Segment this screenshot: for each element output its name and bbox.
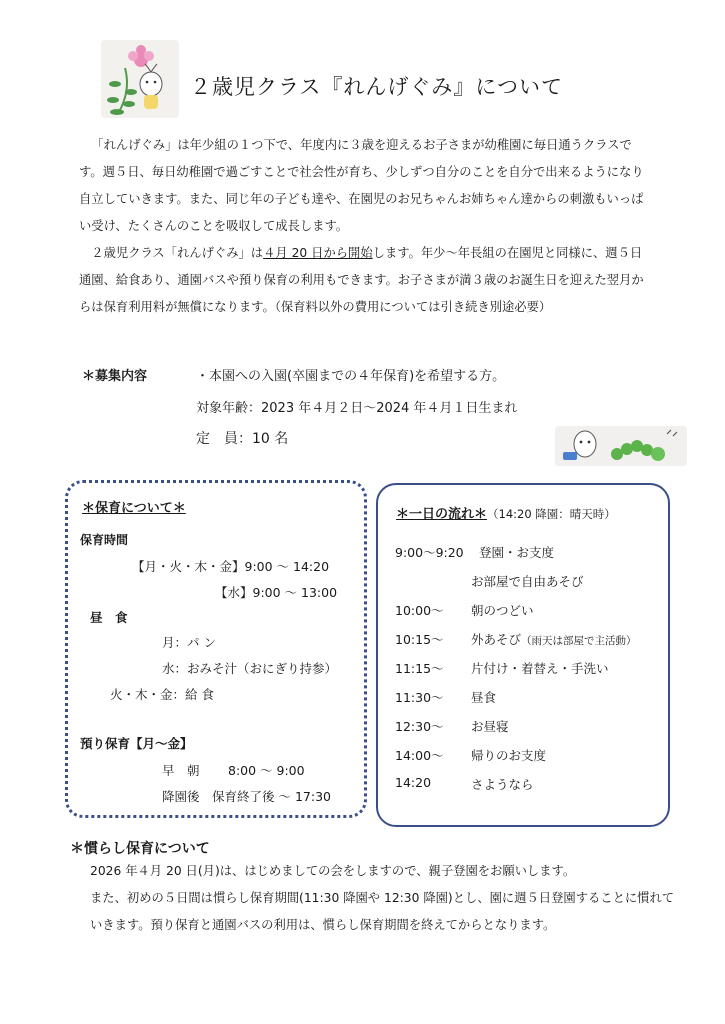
hours-wed: 【水】9:00 ～ 13:00 [215, 585, 338, 600]
recruitment-label: ＊募集内容 [82, 369, 148, 384]
extended-morning-label: 早 朝 [162, 763, 200, 778]
schedule-time: 14:20 [395, 775, 432, 790]
acclimation-heading: ＊慣らし保育について [70, 841, 210, 857]
schedule-time: 10:15～ [395, 632, 444, 647]
schedule-subtitle: （14:20 降園：晴天時） [487, 507, 616, 521]
schedule-header [396, 503, 616, 522]
acclimation-body [90, 858, 680, 939]
lunch-tue-thu-fri: 火・木・金：給 食 [110, 687, 214, 702]
caterpillar-character-icon [555, 422, 687, 468]
schedule-time: 11:15～ [395, 661, 444, 676]
schedule-activity: さようなら [471, 777, 534, 792]
daily-schedule-box [376, 483, 670, 827]
hours-label: 保育時間 [80, 533, 129, 547]
start-date-underlined: ４月 20 日から開始 [263, 246, 373, 260]
extended-care-label: 預り保育【月～金】 [80, 736, 193, 751]
schedule-time: 14:00～ [395, 748, 444, 763]
recruitment-capacity: 定 員：10 名 [196, 431, 289, 447]
page-title: ２歳児クラス『れんげぐみ』について [190, 75, 563, 99]
intro-paragraph-1: 「れんげぐみ」は年少組の１つ下で、年度内に３歳を迎えるお子さまが幼稚園に毎日通うクラスです。週５日、毎日幼稚園で過ごすことで社会性が育ち、少しずつ自分のことを自分で出来るようになり自立していきます。また、同じ年の子ども達や、在園児のお兄ちゃんお姉ちゃん達からの刺激もいっぱい受け、たくさんのことを吸収して成長します。 [79, 138, 644, 233]
recruitment-age-range: 対象年齢：2023 年４月２日～2024 年４月１日生まれ [196, 401, 518, 416]
schedule-activity: お昼寝 [471, 719, 509, 734]
recruitment-eligibility: ・本園への入園(卒園までの４年保育)を希望する方。 [196, 369, 506, 384]
extended-after-label: 降園後 [162, 789, 200, 804]
childcare-info-box [65, 480, 367, 818]
schedule-activity: 片付け・着替え・手洗い [471, 661, 609, 676]
acclimation-paragraph-2: また、初めの５日間は慣らし保育期間(11:30 降園や 12:30 降園)とし、園に週５日登園することに慣れていきます。預り保育と通園バスの利用は、慣らし保育期間を終えてからとなります。 [90, 891, 675, 932]
hours-mon-tue-thu-fri: 【月・火・木・金】9:00 ～ 14:20 [132, 559, 330, 574]
acclimation-paragraph-1: 2026 年４月 20 日(月)は、はじめましての会をしますので、親子登園をお願いします。 [90, 864, 576, 878]
schedule-activity: 登園・お支度 [479, 545, 555, 560]
schedule-activity: 外あそび（雨天は部屋で主活動） [471, 632, 637, 647]
lunch-wednesday: 水：おみそ汁（おにぎり持参） [162, 661, 338, 676]
schedule-time: 10:00～ [395, 603, 444, 618]
schedule-activity: 帰りのお支度 [471, 748, 547, 763]
schedule-activity: お部屋で自由あそび [471, 574, 584, 589]
schedule-time: 12:30～ [395, 719, 444, 734]
extended-after-time: 保育終了後 ～ 17:30 [212, 789, 331, 804]
schedule-title: ＊一日の流れ＊ [396, 507, 488, 522]
lotus-flower-character-icon [101, 40, 179, 118]
lunch-monday: 月：パ ン [162, 635, 216, 650]
intro-paragraph-2: ２歳児クラス「れんげぐみ」は４月 20 日から開始します。年少～年長組の在園児と同様に、週５日通園、給食あり、通園バスや預り保育の利用もできます。お子さまが満３歳のお誕生日を迎えた翌月からは保育利用料が無償になります。（保育料以外の費用については引き続き別途必要） [79, 246, 644, 314]
schedule-time: 11:30～ [395, 690, 444, 705]
lunch-label: 昼 食 [90, 610, 128, 625]
schedule-activity: 昼食 [471, 690, 497, 705]
intro-section [79, 132, 651, 321]
schedule-time: 9:00～9:20 [395, 545, 464, 560]
schedule-note: （雨天は部屋で主活動） [521, 635, 637, 647]
schedule-activity: 朝のつどい [471, 603, 534, 618]
extended-morning-time: 8:00 ～ 9:00 [228, 763, 305, 778]
childcare-title: ＊保育について＊ [82, 501, 186, 516]
